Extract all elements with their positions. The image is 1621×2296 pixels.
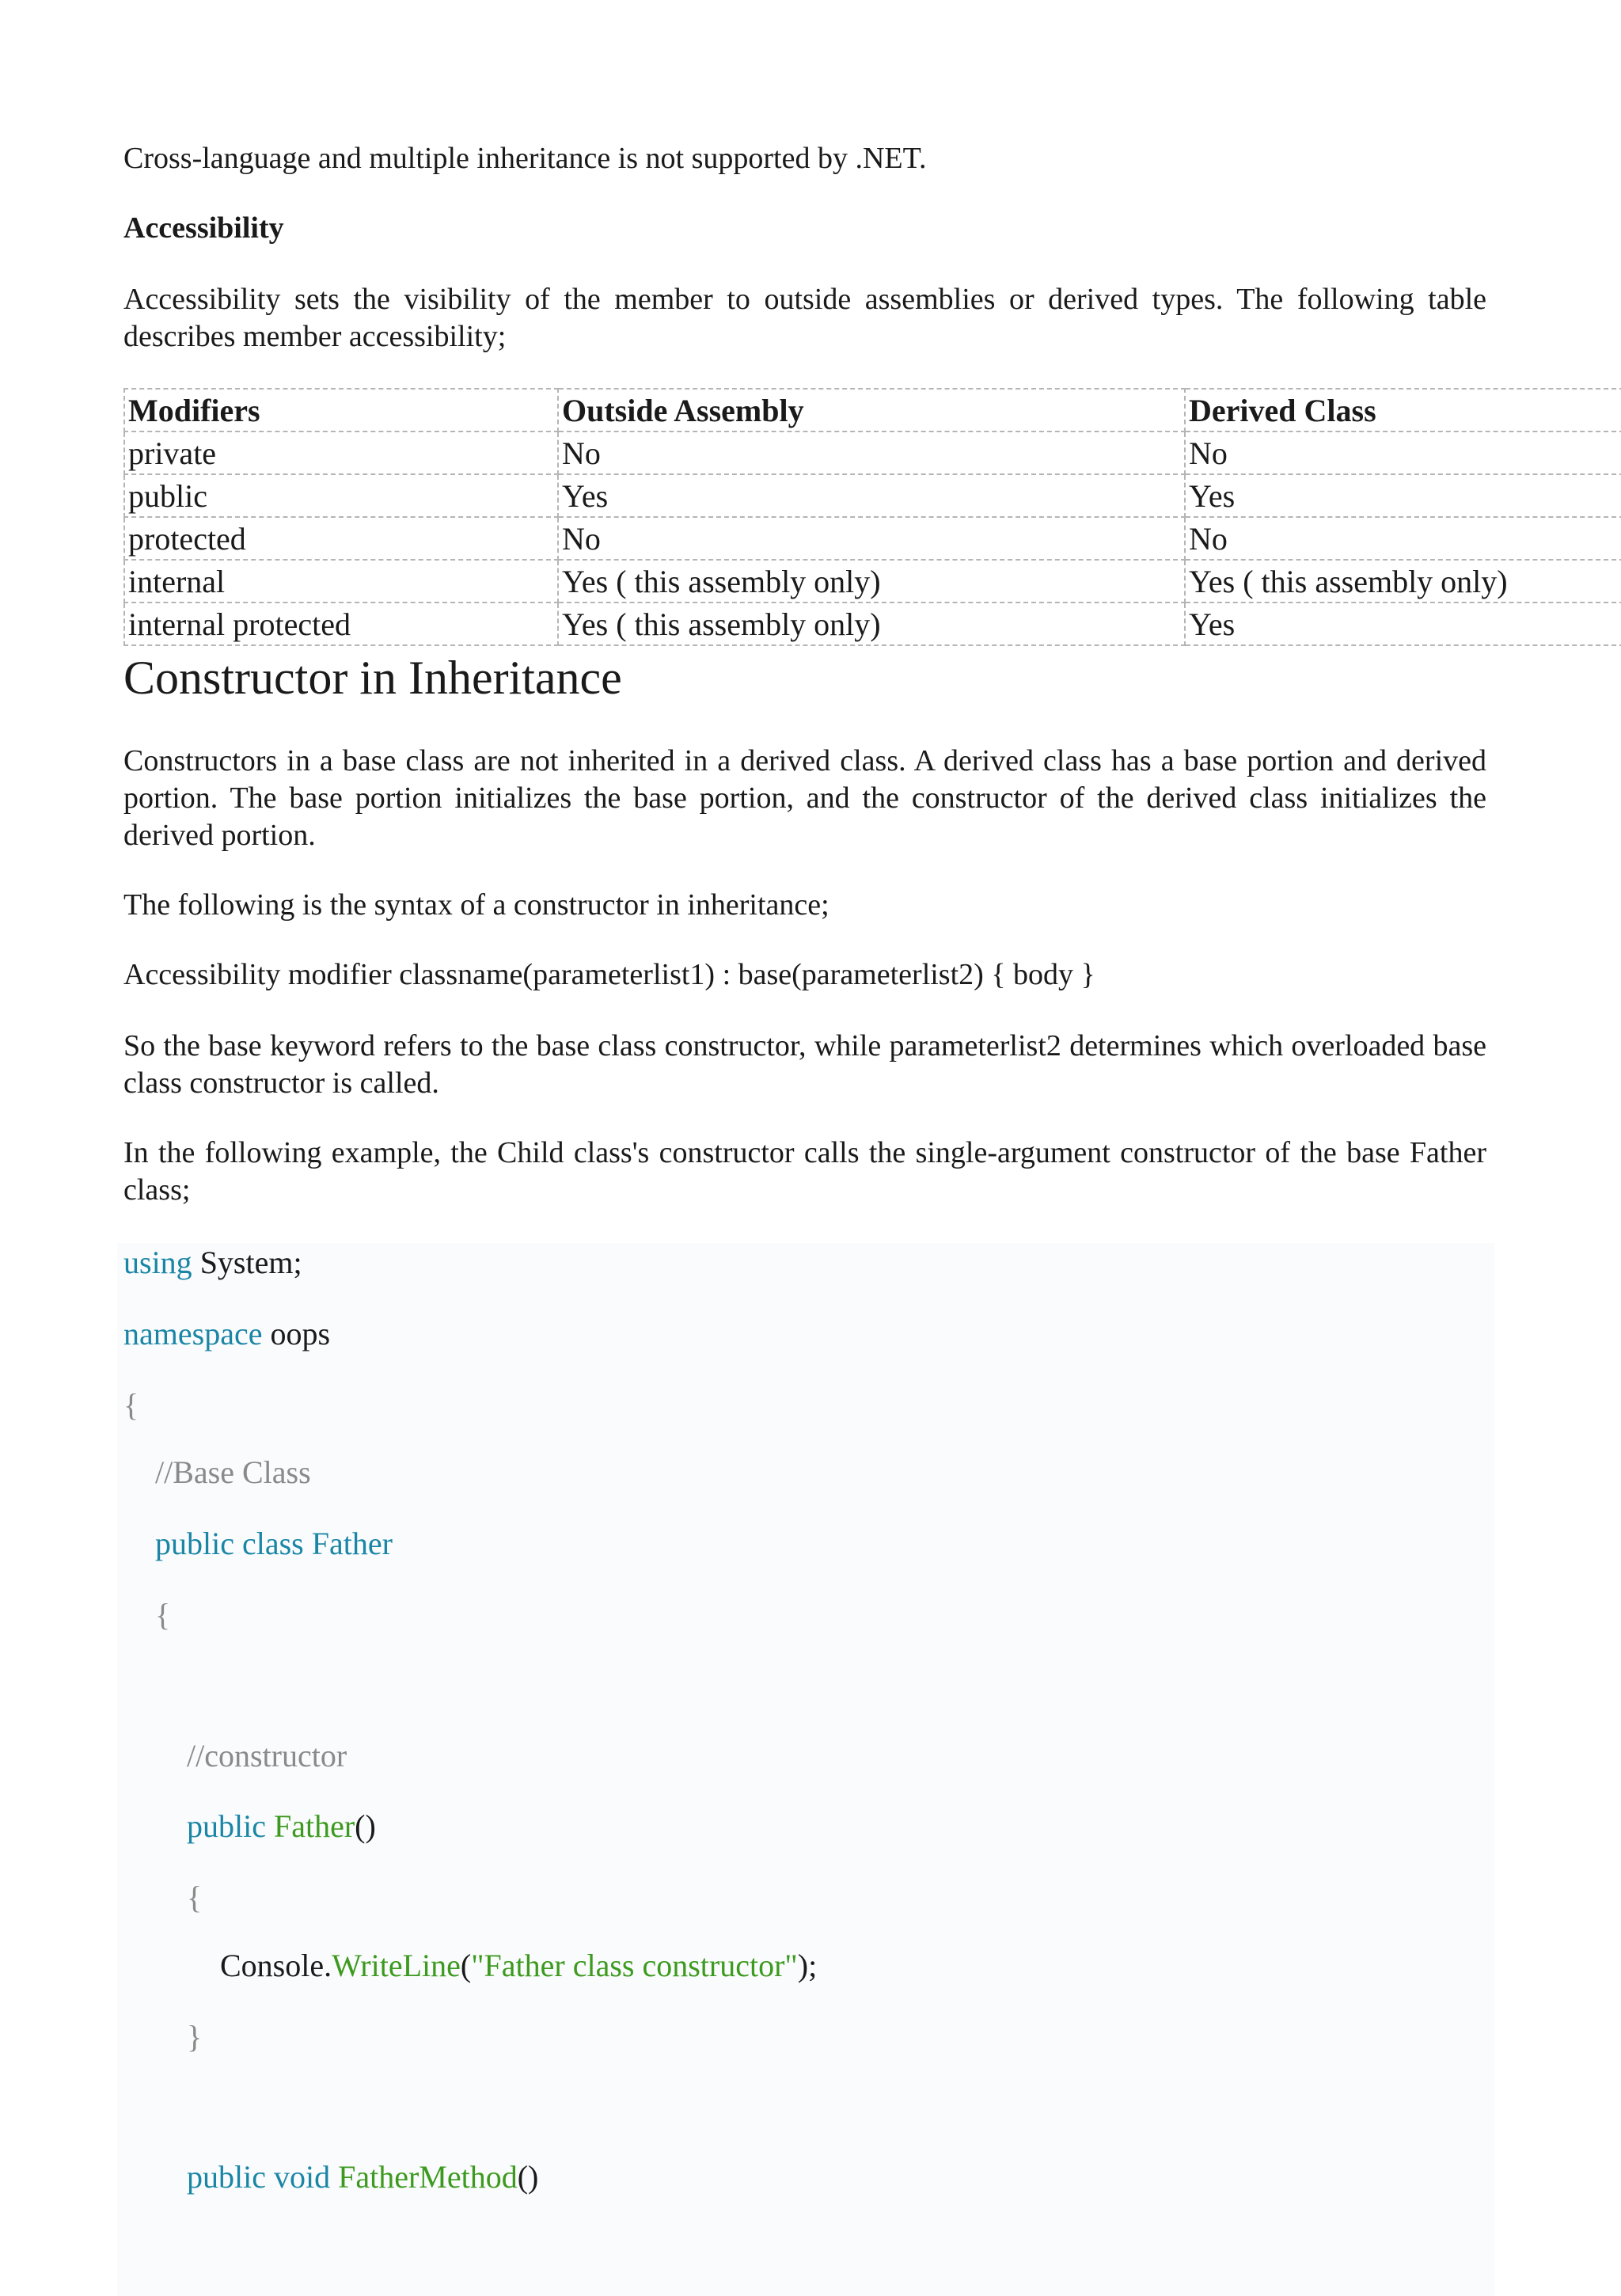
- table-row: [124, 517, 1621, 560]
- keyword-public: public: [187, 2159, 266, 2195]
- cell-derived-class: Yes: [1185, 474, 1621, 517]
- cell-modifier: protected: [124, 517, 558, 560]
- table-row: [124, 474, 1621, 517]
- header-outside-assembly: Outside Assembly: [558, 389, 1185, 431]
- table-row: [124, 603, 1621, 645]
- accessibility-heading: Accessibility: [123, 211, 284, 245]
- code-parens: (): [355, 1808, 376, 1844]
- table-row: [124, 431, 1621, 474]
- code-string-literal: "Father class constructor": [471, 1948, 798, 1983]
- table-header-row: [124, 389, 1621, 431]
- code-constructor-name: Father: [273, 1808, 355, 1844]
- code-line-using: [123, 1244, 302, 1282]
- code-line-writeline: [220, 1947, 817, 1985]
- code-line-close-brace: }: [187, 2019, 203, 2055]
- code-comment-base-class: //Base Class: [155, 1454, 311, 1490]
- base-keyword-paragraph: So the base keyword refers to the base class constructor, while parameterlist2 determines which overloaded base class constructor is called.: [123, 1029, 1486, 1100]
- code-namespace-system: System;: [199, 1245, 302, 1280]
- cell-outside-assembly: No: [558, 431, 1185, 474]
- section-heading: Constructor in Inheritance: [123, 652, 622, 704]
- intro-paragraph: Cross-language and multiple inheritance is not supported by .NET.: [123, 142, 927, 175]
- code-writeline: WriteLine: [332, 1948, 461, 1983]
- code-class-name: Father: [311, 1526, 393, 1561]
- constructors-paragraph: Constructors in a base class are not inherited in a derived class. A derived class has a base portion and derived portion. The base portion initializes the base portion, and the constructor of the derived class initializes the derived portion.: [123, 744, 1486, 852]
- code-method-name: FatherMethod: [338, 2159, 518, 2195]
- cell-derived-class: No: [1185, 431, 1621, 474]
- code-parens: (): [517, 2159, 539, 2195]
- keyword-void: void: [273, 2159, 331, 2195]
- code-line-constructor: [187, 1808, 376, 1846]
- cell-outside-assembly: Yes: [558, 474, 1185, 517]
- accessibility-paragraph-line-2: describes member accessibility;: [123, 320, 507, 353]
- cell-outside-assembly: No: [558, 517, 1185, 560]
- keyword-class: class: [241, 1526, 304, 1561]
- code-namespace-name: oops: [270, 1316, 331, 1351]
- cell-outside-assembly: Yes ( this assembly only): [558, 560, 1185, 603]
- code-line-brace: {: [155, 1597, 171, 1633]
- example-intro-paragraph: In the following example, the Child class's constructor calls the single-argument constructor of the base Father class;: [123, 1136, 1486, 1207]
- code-line-brace: {: [123, 1387, 139, 1423]
- code-paren-close: );: [797, 1948, 818, 1983]
- code-line-namespace: [123, 1315, 330, 1353]
- keyword-public: public: [187, 1808, 266, 1844]
- cell-derived-class: Yes: [1185, 603, 1621, 645]
- code-paren-open: (: [460, 1948, 472, 1983]
- code-line-method: [187, 2158, 538, 2196]
- cell-derived-class: No: [1185, 517, 1621, 560]
- keyword-public: public: [155, 1526, 234, 1561]
- cell-modifier: internal protected: [124, 603, 558, 645]
- cell-modifier: private: [124, 431, 558, 474]
- syntax-intro-paragraph: The following is the syntax of a constructor in inheritance;: [123, 888, 829, 922]
- cell-derived-class: Yes ( this assembly only): [1185, 560, 1621, 603]
- header-derived-class: Derived Class: [1185, 389, 1621, 431]
- cell-outside-assembly: Yes ( this assembly only): [558, 603, 1185, 645]
- accessibility-table: [123, 388, 1621, 646]
- code-comment-constructor: //constructor: [187, 1738, 347, 1773]
- accessibility-paragraph-line-1: Accessibility sets the visibility of the member to outside assemblies or derived types. The following table: [123, 283, 1486, 316]
- table-row: [124, 560, 1621, 603]
- code-line-class-declaration: [155, 1525, 393, 1563]
- keyword-namespace: namespace: [123, 1316, 263, 1351]
- code-console: Console.: [220, 1948, 332, 1983]
- syntax-paragraph: Accessibility modifier classname(parameterlist1) : base(parameterlist2) { body }: [123, 958, 1095, 991]
- code-line-brace: {: [187, 1880, 203, 1915]
- keyword-using: using: [123, 1245, 192, 1280]
- cell-modifier: internal: [124, 560, 558, 603]
- cell-modifier: public: [124, 474, 558, 517]
- header-modifiers: Modifiers: [124, 389, 558, 431]
